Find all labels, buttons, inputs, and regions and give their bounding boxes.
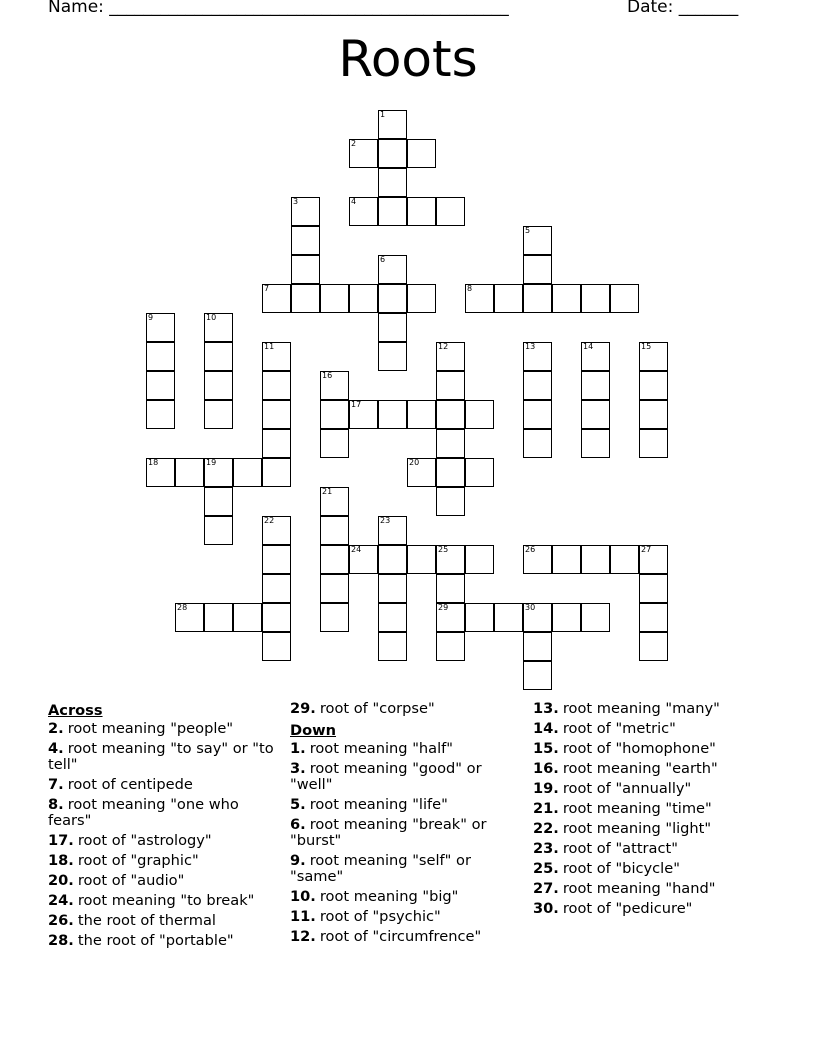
grid-cell[interactable] bbox=[262, 516, 291, 545]
clue-item bbox=[533, 861, 773, 877]
grid-cell[interactable] bbox=[146, 313, 175, 342]
grid-cell[interactable] bbox=[262, 545, 291, 574]
cell-number: 22 bbox=[264, 516, 275, 525]
clue-number: 9. bbox=[290, 852, 306, 869]
grid-cell[interactable] bbox=[204, 342, 233, 371]
grid-cell[interactable] bbox=[436, 400, 465, 429]
clue-text: root meaning "earth" bbox=[562, 760, 718, 777]
cell-number: 7 bbox=[264, 284, 270, 293]
grid-cell[interactable] bbox=[320, 603, 349, 632]
clue-number: 4. bbox=[48, 740, 64, 757]
cell-number: 5 bbox=[525, 226, 531, 235]
grid-cell[interactable] bbox=[465, 400, 494, 429]
grid-cell[interactable] bbox=[436, 342, 465, 371]
cell-number: 9 bbox=[148, 313, 154, 322]
clue-item bbox=[48, 777, 280, 793]
clue-item bbox=[48, 893, 280, 909]
clue-text: root of "bicycle" bbox=[562, 860, 680, 877]
grid-cell[interactable] bbox=[523, 429, 552, 458]
grid-cell[interactable] bbox=[523, 603, 552, 632]
clue-item bbox=[290, 909, 520, 925]
grid-cell[interactable] bbox=[262, 603, 291, 632]
grid-cell[interactable] bbox=[436, 574, 465, 603]
cell-number: 11 bbox=[264, 342, 275, 351]
clue-item bbox=[290, 761, 520, 793]
clues-column-1 bbox=[48, 701, 280, 953]
clue-number: 26. bbox=[48, 912, 74, 929]
grid-cell[interactable] bbox=[204, 603, 233, 632]
clue-number: 16. bbox=[533, 760, 559, 777]
grid-cell[interactable] bbox=[291, 197, 320, 226]
clue-text: root of "metric" bbox=[562, 720, 676, 737]
clue-number: 5. bbox=[290, 796, 306, 813]
clue-number: 29. bbox=[290, 700, 316, 717]
clue-text: root meaning "to say" or "to tell" bbox=[48, 740, 274, 773]
grid-cell[interactable] bbox=[436, 632, 465, 661]
grid-cell[interactable] bbox=[378, 255, 407, 284]
cell-number: 28 bbox=[177, 603, 188, 612]
clue-item bbox=[48, 721, 280, 737]
grid-cell[interactable] bbox=[262, 429, 291, 458]
clue-item bbox=[48, 741, 280, 773]
clue-item bbox=[290, 797, 520, 813]
grid-cell[interactable] bbox=[146, 342, 175, 371]
grid-cell[interactable] bbox=[639, 632, 668, 661]
grid-cell[interactable] bbox=[233, 458, 262, 487]
clue-text: root of "psychic" bbox=[319, 908, 441, 925]
clue-text: the root of thermal bbox=[77, 912, 216, 929]
cell-number: 17 bbox=[351, 400, 362, 409]
clue-item bbox=[290, 741, 520, 757]
grid-cell[interactable] bbox=[639, 342, 668, 371]
grid-cell[interactable] bbox=[291, 284, 320, 313]
clue-text: root of "audio" bbox=[77, 872, 185, 889]
cell-number: 14 bbox=[583, 342, 594, 351]
grid-cell[interactable] bbox=[523, 342, 552, 371]
cell-number: 4 bbox=[351, 197, 357, 206]
clue-item bbox=[533, 801, 773, 817]
clue-text: root meaning "self" or "same" bbox=[290, 852, 471, 885]
grid-cell[interactable] bbox=[262, 632, 291, 661]
clue-text: root meaning "light" bbox=[562, 820, 712, 837]
grid-cell[interactable] bbox=[291, 255, 320, 284]
clue-number: 8. bbox=[48, 796, 64, 813]
clue-number: 23. bbox=[533, 840, 559, 857]
grid-cell[interactable] bbox=[262, 284, 291, 313]
cell-number: 1 bbox=[380, 110, 386, 119]
grid-cell[interactable] bbox=[523, 400, 552, 429]
grid-cell[interactable] bbox=[320, 545, 349, 574]
grid-cell[interactable] bbox=[378, 516, 407, 545]
grid-cell[interactable] bbox=[639, 429, 668, 458]
clue-text: the root of "portable" bbox=[77, 932, 234, 949]
grid-cell[interactable] bbox=[494, 284, 523, 313]
down-heading: Down bbox=[290, 722, 337, 739]
clue-text: root meaning "half" bbox=[309, 740, 454, 757]
grid-cell[interactable] bbox=[494, 603, 523, 632]
cell-number: 3 bbox=[293, 197, 299, 206]
clue-item bbox=[290, 853, 520, 885]
across-clue-list bbox=[48, 721, 280, 949]
clue-item bbox=[533, 721, 773, 737]
clue-item bbox=[533, 761, 773, 777]
grid-cell[interactable] bbox=[291, 226, 320, 255]
grid-cell[interactable] bbox=[349, 400, 378, 429]
clue-number: 6. bbox=[290, 816, 306, 833]
clues-column-3 bbox=[533, 701, 773, 921]
grid-cell[interactable] bbox=[581, 400, 610, 429]
grid-cell[interactable] bbox=[349, 197, 378, 226]
clue-number: 25. bbox=[533, 860, 559, 877]
grid-cell[interactable] bbox=[639, 545, 668, 574]
grid-cell[interactable] bbox=[378, 574, 407, 603]
page-title: Roots bbox=[338, 30, 478, 88]
grid-cell[interactable] bbox=[378, 313, 407, 342]
grid-cell[interactable] bbox=[581, 342, 610, 371]
clue-number: 7. bbox=[48, 776, 64, 793]
grid-cell[interactable] bbox=[349, 139, 378, 168]
grid-cell[interactable] bbox=[639, 574, 668, 603]
across-heading: Across bbox=[48, 702, 103, 719]
cell-number: 29 bbox=[438, 603, 449, 612]
grid-cell[interactable] bbox=[378, 168, 407, 197]
clue-number: 2. bbox=[48, 720, 64, 737]
clue-text: root of "graphic" bbox=[77, 852, 199, 869]
grid-cell[interactable] bbox=[407, 400, 436, 429]
grid-cell[interactable] bbox=[320, 487, 349, 516]
grid-cell[interactable] bbox=[610, 545, 639, 574]
grid-cell[interactable] bbox=[581, 603, 610, 632]
grid-cell[interactable] bbox=[204, 487, 233, 516]
clue-number: 27. bbox=[533, 880, 559, 897]
grid-cell[interactable] bbox=[610, 284, 639, 313]
cell-number: 15 bbox=[641, 342, 652, 351]
clue-text: root meaning "many" bbox=[562, 700, 720, 717]
clue-text: root of "homophone" bbox=[562, 740, 716, 757]
grid-cell[interactable] bbox=[378, 603, 407, 632]
clue-item bbox=[290, 817, 520, 849]
cell-number: 24 bbox=[351, 545, 362, 554]
grid-cell[interactable] bbox=[262, 574, 291, 603]
clue-number: 12. bbox=[290, 928, 316, 945]
clue-text: root of "circumfrence" bbox=[319, 928, 482, 945]
cell-number: 19 bbox=[206, 458, 217, 467]
clue-number: 3. bbox=[290, 760, 306, 777]
grid-cell[interactable] bbox=[523, 284, 552, 313]
down-clue-list-continued bbox=[533, 701, 773, 917]
grid-cell[interactable] bbox=[204, 400, 233, 429]
cell-number: 18 bbox=[148, 458, 159, 467]
clue-item bbox=[290, 701, 520, 717]
grid-cell[interactable] bbox=[378, 342, 407, 371]
clue-number: 22. bbox=[533, 820, 559, 837]
clue-item bbox=[48, 913, 280, 929]
clue-item bbox=[533, 901, 773, 917]
grid-cell[interactable] bbox=[320, 516, 349, 545]
grid-cell[interactable] bbox=[320, 371, 349, 400]
clue-text: root meaning "good" or "well" bbox=[290, 760, 482, 793]
grid-cell[interactable] bbox=[204, 371, 233, 400]
clues-column-2 bbox=[290, 701, 520, 949]
cell-number: 2 bbox=[351, 139, 357, 148]
grid-cell[interactable] bbox=[175, 603, 204, 632]
clue-number: 21. bbox=[533, 800, 559, 817]
clue-item bbox=[533, 781, 773, 797]
grid-cell[interactable] bbox=[523, 632, 552, 661]
grid-cell[interactable] bbox=[407, 284, 436, 313]
clue-number: 13. bbox=[533, 700, 559, 717]
cell-number: 8 bbox=[467, 284, 473, 293]
grid-cell[interactable] bbox=[465, 545, 494, 574]
name-field[interactable]: Name: _______________________________________________ bbox=[48, 0, 509, 17]
grid-cell[interactable] bbox=[407, 545, 436, 574]
grid-cell[interactable] bbox=[146, 458, 175, 487]
grid-cell[interactable] bbox=[552, 603, 581, 632]
clue-text: root meaning "one who fears" bbox=[48, 796, 239, 829]
grid-cell[interactable] bbox=[552, 284, 581, 313]
grid-cell[interactable] bbox=[581, 371, 610, 400]
grid-cell[interactable] bbox=[523, 226, 552, 255]
cell-number: 25 bbox=[438, 545, 449, 554]
clue-text: root meaning "hand" bbox=[562, 880, 716, 897]
clue-number: 17. bbox=[48, 832, 74, 849]
grid-cell[interactable] bbox=[436, 487, 465, 516]
clue-item bbox=[533, 701, 773, 717]
cell-number: 23 bbox=[380, 516, 391, 525]
clue-number: 30. bbox=[533, 900, 559, 917]
grid-cell[interactable] bbox=[320, 400, 349, 429]
clue-item bbox=[290, 929, 520, 945]
grid-cell[interactable] bbox=[639, 400, 668, 429]
clue-item bbox=[48, 873, 280, 889]
date-field[interactable]: Date: _______ bbox=[627, 0, 739, 17]
grid-cell[interactable] bbox=[146, 400, 175, 429]
grid-cell[interactable] bbox=[378, 400, 407, 429]
clue-text: root meaning "break" or "burst" bbox=[290, 816, 487, 849]
grid-cell[interactable] bbox=[407, 197, 436, 226]
grid-cell[interactable] bbox=[407, 139, 436, 168]
clue-item bbox=[48, 933, 280, 949]
grid-cell[interactable] bbox=[639, 603, 668, 632]
grid-cell[interactable] bbox=[320, 574, 349, 603]
grid-cell[interactable] bbox=[204, 516, 233, 545]
clue-number: 11. bbox=[290, 908, 316, 925]
clue-item bbox=[48, 797, 280, 829]
grid-cell[interactable] bbox=[349, 545, 378, 574]
grid-cell[interactable] bbox=[262, 342, 291, 371]
grid-cell[interactable] bbox=[523, 255, 552, 284]
grid-cell[interactable] bbox=[523, 371, 552, 400]
clue-text: root of "annually" bbox=[562, 780, 692, 797]
clue-item bbox=[290, 889, 520, 905]
clue-text: root of "astrology" bbox=[77, 832, 212, 849]
clue-number: 20. bbox=[48, 872, 74, 889]
grid-cell[interactable] bbox=[175, 458, 204, 487]
grid-cell[interactable] bbox=[436, 429, 465, 458]
grid-cell[interactable] bbox=[262, 371, 291, 400]
cell-number: 20 bbox=[409, 458, 420, 467]
grid-cell[interactable] bbox=[552, 545, 581, 574]
grid-cell[interactable] bbox=[581, 429, 610, 458]
clue-item bbox=[533, 741, 773, 757]
grid-cell[interactable] bbox=[146, 371, 175, 400]
clue-item bbox=[533, 821, 773, 837]
grid-cell[interactable] bbox=[581, 545, 610, 574]
grid-cell[interactable] bbox=[436, 371, 465, 400]
clue-number: 19. bbox=[533, 780, 559, 797]
grid-cell[interactable] bbox=[523, 545, 552, 574]
grid-cell[interactable] bbox=[436, 458, 465, 487]
grid-cell[interactable] bbox=[436, 603, 465, 632]
grid-cell[interactable] bbox=[262, 458, 291, 487]
grid-cell[interactable] bbox=[639, 371, 668, 400]
across-clue-list-continued bbox=[290, 701, 520, 717]
grid-cell[interactable] bbox=[204, 458, 233, 487]
clue-text: root meaning "life" bbox=[309, 796, 448, 813]
grid-cell[interactable] bbox=[233, 603, 262, 632]
grid-cell[interactable] bbox=[436, 545, 465, 574]
clue-number: 24. bbox=[48, 892, 74, 909]
clue-item bbox=[533, 881, 773, 897]
clue-item bbox=[48, 853, 280, 869]
grid-cell[interactable] bbox=[581, 284, 610, 313]
grid-cell[interactable] bbox=[378, 632, 407, 661]
cell-number: 13 bbox=[525, 342, 536, 351]
clue-number: 10. bbox=[290, 888, 316, 905]
clue-number: 18. bbox=[48, 852, 74, 869]
cell-number: 27 bbox=[641, 545, 652, 554]
clue-text: root of "corpse" bbox=[319, 700, 435, 717]
clue-item bbox=[48, 833, 280, 849]
clue-text: root meaning "time" bbox=[562, 800, 712, 817]
cell-number: 6 bbox=[380, 255, 386, 264]
cell-number: 12 bbox=[438, 342, 449, 351]
grid-cell[interactable] bbox=[378, 110, 407, 139]
clue-number: 14. bbox=[533, 720, 559, 737]
clue-text: root meaning "big" bbox=[319, 888, 459, 905]
clue-number: 28. bbox=[48, 932, 74, 949]
clue-number: 1. bbox=[290, 740, 306, 757]
cell-number: 26 bbox=[525, 545, 536, 554]
cell-number: 21 bbox=[322, 487, 333, 496]
grid-cell[interactable] bbox=[204, 313, 233, 342]
grid-cell[interactable] bbox=[465, 603, 494, 632]
grid-cell[interactable] bbox=[378, 139, 407, 168]
clue-number: 15. bbox=[533, 740, 559, 757]
down-clue-list bbox=[290, 741, 520, 945]
clue-text: root meaning "people" bbox=[67, 720, 234, 737]
clue-text: root of "attract" bbox=[562, 840, 678, 857]
grid-cell[interactable] bbox=[378, 197, 407, 226]
grid-cell[interactable] bbox=[523, 661, 552, 690]
clue-item bbox=[533, 841, 773, 857]
grid-cell[interactable] bbox=[378, 284, 407, 313]
grid-cell[interactable] bbox=[378, 545, 407, 574]
grid-cell[interactable] bbox=[320, 429, 349, 458]
grid-cell[interactable] bbox=[465, 458, 494, 487]
clue-text: root of "pedicure" bbox=[562, 900, 693, 917]
grid-cell[interactable] bbox=[320, 284, 349, 313]
grid-cell[interactable] bbox=[262, 400, 291, 429]
cell-number: 16 bbox=[322, 371, 333, 380]
grid-cell[interactable] bbox=[349, 284, 378, 313]
grid-cell[interactable] bbox=[407, 458, 436, 487]
cell-number: 10 bbox=[206, 313, 217, 322]
clue-text: root of centipede bbox=[67, 776, 193, 793]
clue-text: root meaning "to break" bbox=[77, 892, 255, 909]
grid-cell[interactable] bbox=[465, 284, 494, 313]
cell-number: 30 bbox=[525, 603, 536, 612]
grid-cell[interactable] bbox=[436, 197, 465, 226]
